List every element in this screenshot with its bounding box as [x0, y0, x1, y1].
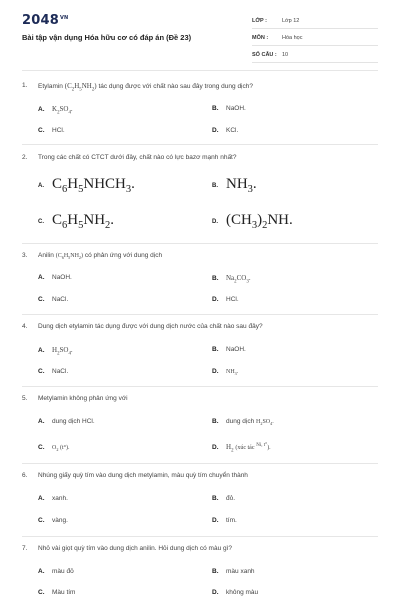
- option-b[interactable]: B. NaOH.: [212, 346, 246, 353]
- question-stem: [22, 82, 382, 92]
- page-header: [0, 0, 400, 66]
- divider: [22, 70, 378, 71]
- stem-text: Dung dịch etylamin tác dụng được với dung dịch nước của chất nào sau đây?: [38, 323, 263, 330]
- question-number: 7.: [22, 545, 28, 552]
- option-d[interactable]: D. $NH_3$.: [212, 368, 239, 377]
- option-c[interactable]: C. Màu tím: [38, 589, 76, 596]
- option-a[interactable]: A. $H_2SO_4$.: [38, 346, 73, 357]
- option-d[interactable]: D. $H_2$ (xúc tác $^{Ni, t^\circ}$).: [212, 443, 271, 454]
- option-b[interactable]: B. đỏ.: [212, 495, 236, 502]
- option-c[interactable]: C. NaCl.: [38, 368, 69, 375]
- stem-text: Anilin: [38, 252, 54, 259]
- option-a[interactable]: A. $C_6H_5NHCH_3$.: [38, 176, 135, 195]
- question-stem: [22, 545, 382, 555]
- divider: [22, 144, 378, 145]
- option-c[interactable]: C. vàng.: [38, 517, 68, 524]
- option-d[interactable]: D. tím.: [212, 517, 237, 524]
- question-number: 6.: [22, 472, 28, 479]
- option-a[interactable]: A. màu đỏ: [38, 568, 74, 575]
- stem-text: tác dụng được với chất nào sau đây trong dung dịch?: [98, 83, 253, 90]
- option-d[interactable]: D. $(CH_3)_2NH$.: [212, 212, 293, 231]
- divider: [22, 243, 378, 244]
- question-1: [22, 82, 382, 134]
- info-label: LỚP :: [252, 18, 267, 24]
- info-row-subject: [252, 31, 378, 46]
- question-number: 1.: [22, 82, 28, 89]
- option-b[interactable]: B. NaOH.: [212, 105, 246, 112]
- option-b[interactable]: B. $Na_2CO_3$.: [212, 274, 251, 285]
- question-stem: [22, 395, 382, 405]
- divider: [22, 463, 378, 464]
- question-6: [22, 472, 382, 524]
- site-logo[interactable]: $2048^{VN}$: [22, 13, 69, 28]
- stem-text: Etylamin: [38, 83, 63, 90]
- option-d[interactable]: D. HCl.: [212, 296, 239, 303]
- stem-text: Trong các chất có CTCT dưới đây, chất nào có lực bazơ mạnh nhất?: [38, 154, 237, 161]
- option-b[interactable]: B. màu xanh: [212, 568, 255, 575]
- info-value: 10: [282, 52, 289, 58]
- option-b[interactable]: B. dung dịch $H_2SO_4$.: [212, 418, 274, 427]
- page-title: Bài tập vận dụng Hóa hữu cơ có đáp án (Đề 23): [22, 33, 192, 42]
- option-c[interactable]: C. HCl.: [38, 127, 65, 134]
- option-c[interactable]: C. $O_2$ (t°).: [38, 444, 70, 453]
- question-stem: [22, 252, 382, 262]
- option-a[interactable]: A. $K_2SO_4$.: [38, 105, 73, 116]
- exam-info: [252, 14, 378, 65]
- question-7: [22, 545, 382, 596]
- divider: [22, 386, 378, 387]
- question-4: [22, 323, 382, 377]
- option-a[interactable]: A. NaOH.: [38, 274, 72, 281]
- option-b[interactable]: B. $NH_3$.: [212, 176, 257, 195]
- divider: [22, 314, 378, 315]
- divider: [22, 536, 378, 537]
- info-value: Hóa học: [282, 35, 303, 41]
- option-d[interactable]: D. KCl.: [212, 127, 239, 134]
- question-number: 3.: [22, 252, 28, 259]
- stem-formula: $(C_2H_5NH_2)$: [64, 82, 97, 93]
- info-label: MÔN :: [252, 35, 269, 41]
- question-3: [22, 252, 382, 303]
- option-a[interactable]: A. xanh.: [38, 495, 68, 502]
- option-d[interactable]: D. không màu: [212, 589, 259, 596]
- info-label: SỐ CÂU :: [252, 52, 277, 58]
- question-number: 5.: [22, 395, 28, 402]
- info-value: Lớp 12: [282, 18, 300, 24]
- stem-text: có phản ứng với dung dịch: [84, 252, 163, 259]
- question-5: [22, 395, 382, 454]
- stem-text: Metylamin không phản ứng với: [38, 395, 128, 402]
- stem-formula: $(C_6H_5NH_2)$: [55, 253, 84, 261]
- stem-text: Nhỏ vài giọt quỳ tím vào dung dịch anilin. Hỏi dung dịch có màu gì?: [38, 545, 233, 552]
- stem-text: Nhúng giấy quỳ tím vào dung dịch metylamin, màu quỳ tím chuyển thành: [38, 472, 248, 479]
- question-number: 4.: [22, 323, 28, 330]
- question-number: 2.: [22, 154, 28, 161]
- option-a[interactable]: A. dung dịch HCl.: [38, 418, 95, 425]
- question-stem: [22, 472, 382, 482]
- question-2: [22, 154, 382, 231]
- info-row-count: [252, 48, 378, 63]
- info-row-grade: [252, 14, 378, 29]
- option-c[interactable]: C. NaCl.: [38, 296, 69, 303]
- question-stem: [22, 154, 382, 164]
- option-c[interactable]: C. $C_6H_5NH_2$.: [38, 212, 115, 231]
- question-stem: [22, 323, 382, 333]
